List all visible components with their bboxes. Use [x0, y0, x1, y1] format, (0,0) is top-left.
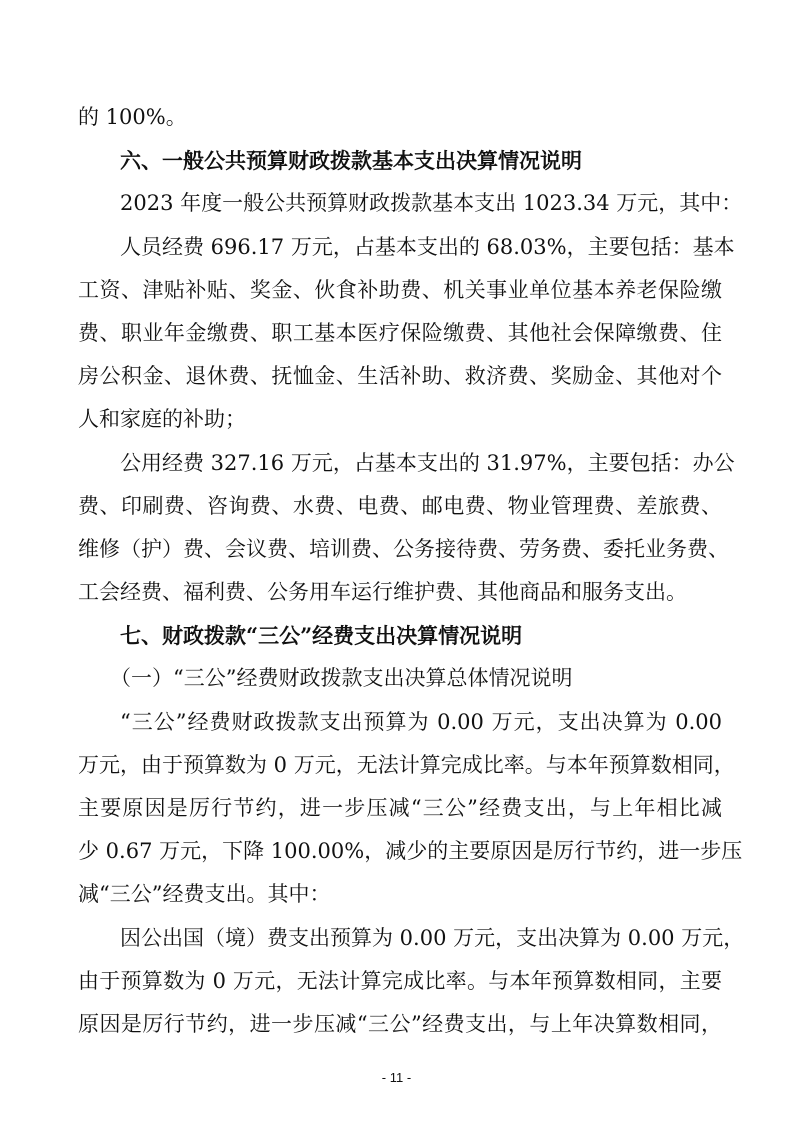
paragraph-line: 万元，由于预算数为 0 万元，无法计算完成比率。与本年预算数相同， [78, 752, 735, 777]
paragraph-line: 公用经费 327.16 万元，占基本支出的 31.97%，主要包括：办公 [120, 450, 735, 475]
paragraph-line: 房公积金、退休费、抚恤金、生活补助、救济费、奖励金、其他对个 [78, 364, 722, 389]
section-heading-7: 七、财政拨款“三公”经费支出决算情况说明 [120, 623, 523, 649]
page-number: - 11 - [381, 1070, 412, 1085]
section-heading-6: 六、一般公共预算财政拨款基本支出决算情况说明 [120, 148, 582, 174]
paragraph-line: 由于预算数为 0 万元，无法计算完成比率。与本年预算数相同，主要 [78, 968, 722, 993]
paragraph-line: 减“三公”经费支出。其中： [78, 882, 331, 907]
paragraph-line: 原因是厉行节约，进一步压减“三公”经费支出，与上年决算数相同， [78, 1011, 722, 1036]
paragraph-line: “三公”经费财政拨款支出预算为 0.00 万元，支出决算为 0.00 [120, 709, 722, 734]
paragraph-line: 工会经费、福利费、公务用车运行维护费、其他商品和服务支出。 [78, 580, 687, 605]
subsection-heading: （一）“三公”经费财政拨款支出决算总体情况说明 [110, 666, 573, 691]
paragraph-line: 少 0.67 万元，下降 100.00%，减少的主要原因是厉行节约，进一步压 [78, 839, 743, 864]
paragraph-line: 费、职业年金缴费、职工基本医疗保险缴费、其他社会保障缴费、住 [78, 320, 722, 345]
paragraph-line: 的 100%。 [78, 105, 187, 129]
paragraph-line: 主要原因是厉行节约，进一步压减“三公”经费支出，与上年相比减 [78, 796, 722, 820]
paragraph-line: 费、印刷费、咨询费、水费、电费、邮电费、物业管理费、差旅费、 [78, 493, 722, 518]
document-body [78, 96, 745, 1046]
paragraph-line: 人和家庭的补助； [78, 407, 246, 432]
paragraph-line: 维修（护）费、会议费、培训费、公务接待费、劳务费、委托业务费、 [78, 536, 729, 561]
paragraph-line: 人员经费 696.17 万元，占基本支出的 68.03%，主要包括：基本 [120, 234, 735, 259]
paragraph-line: 因公出国（境）费支出预算为 0.00 万元，支出决算为 0.00 万元， [120, 925, 745, 950]
paragraph-line: 工资、津贴补贴、奖金、伙食补助费、机关事业单位基本养老保险缴 [78, 277, 722, 302]
paragraph-line: 2023 年度一般公共预算财政拨款基本支出 1023.34 万元，其中： [120, 191, 743, 216]
